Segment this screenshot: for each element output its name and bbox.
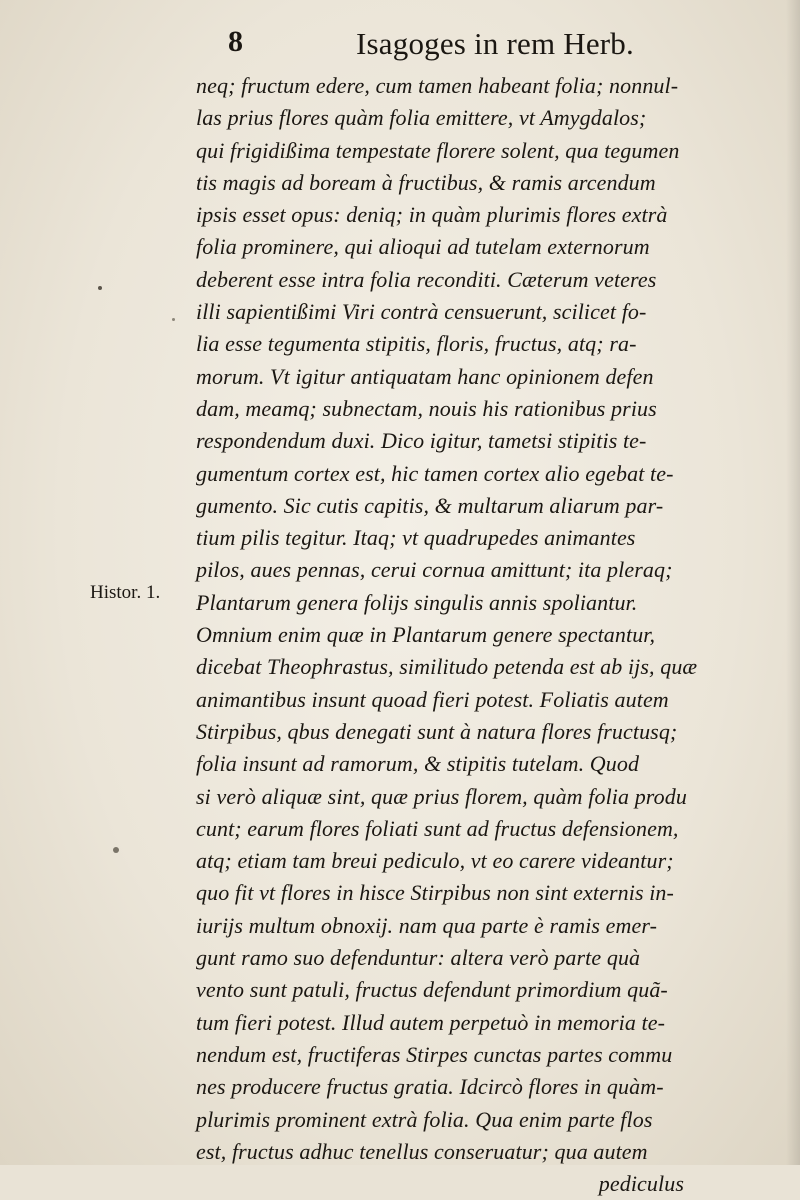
text-line: animantibus insunt quoad fieri potest. Foliatis autem [196,686,669,712]
page-edge-shadow [786,0,800,1165]
page-number: 8 [228,25,243,58]
text-line: respondendum duxi. Dico igitur, tametsi stipitis te- [196,428,647,454]
text-line: iurijs multum obnoxij. nam qua parte è ramis emer- [196,912,658,938]
margin-note: Histor. 1. [90,582,161,603]
text-line: folia prominere, qui alioqui ad tutelam externorum [196,234,650,260]
text-line: tum fieri potest. Illud autem perpetuò in memoria te- [196,1009,666,1035]
text-line: folia insunt ad ramorum, & stipitis tutelam. Quod [196,751,640,777]
text-line: tis magis ad boream à fructibus, & ramis arcendum [196,169,656,195]
text-line: plurimis prominent extrà folia. Qua enim parte flos [196,1106,653,1132]
text-line: Plantarum genera folijs singulis annis spoliantur. [196,589,638,615]
text-line: nendum est, fructiferas Stirpes cunctas partes commu [196,1041,673,1067]
text-line: dam, meamq; subnectam, nouis his rationibus prius [196,395,657,421]
text-line: est, fructus adhuc tenellus conseruatur; qua autem [196,1138,648,1164]
text-line: cunt; earum flores foliati sunt ad fructus defensionem, [196,815,679,841]
text-line: si verò aliquæ sint, quæ prius florem, quàm folia produ [196,783,687,809]
text-line: nes producere fructus gratia. Idcircò flores in quàm- [196,1074,664,1100]
text-line: dicebat Theophrastus, similitudo petenda est ab ijs, quæ [196,654,698,680]
text-line: gumento. Sic cutis capitis, & multarum aliarum par- [196,492,664,518]
text-line: ipsis esset opus: deniq; in quàm plurimis flores extrà [196,202,668,228]
ink-speck [98,286,102,290]
text-line: neq; fructum edere, cum tamen habeant folia; nonnul- [196,73,679,98]
text-line: Omnium enim quæ in Plantarum genere spectantur, [196,622,656,648]
text-line: quo fit vt flores in hisce Stirpibus non sint externis in- [196,880,674,906]
text-line: qui frigidißima tempestate florere solent, qua tegumen [196,137,680,163]
catchword: pediculus [598,1171,684,1197]
running-head: Isagoges in rem Herb. [356,26,634,61]
text-line: tium pilis tegitur. Itaq; vt quadrupedes animantes [196,525,636,551]
text-line: Stirpibus, qbus denegati sunt à natura flores fructusq; [196,718,678,744]
text-line: lia esse tegumenta stipitis, floris, fructus, atq; ra- [196,331,637,357]
text-line: las prius flores quàm folia emittere, vt Amygdalos; [196,105,647,131]
text-line: morum. Vt igitur antiquatam hanc opinionem defen [196,363,654,389]
text-line: deberent esse intra folia reconditi. Cæterum veteres [196,266,657,292]
text-line: vento sunt patuli, fructus defendunt primordium quã- [196,977,668,1003]
body-text [196,70,744,1200]
text-line: illi sapientißimi Viri contrà censuerunt, scilicet fo- [196,299,647,325]
text-line: gunt ramo suo defenduntur: altera verò parte quà [196,945,641,971]
text-line: pilos, aues pennas, cerui cornua amittunt; ita pleraq; [196,557,673,583]
text-line: gumentum cortex est, hic tamen cortex alio egebat te- [196,460,674,486]
ink-speck [113,847,119,853]
page-header [0,22,800,66]
text-line: atq; etiam tam breui pediculo, vt eo carere videantur; [196,848,674,874]
ink-speck [172,318,175,321]
